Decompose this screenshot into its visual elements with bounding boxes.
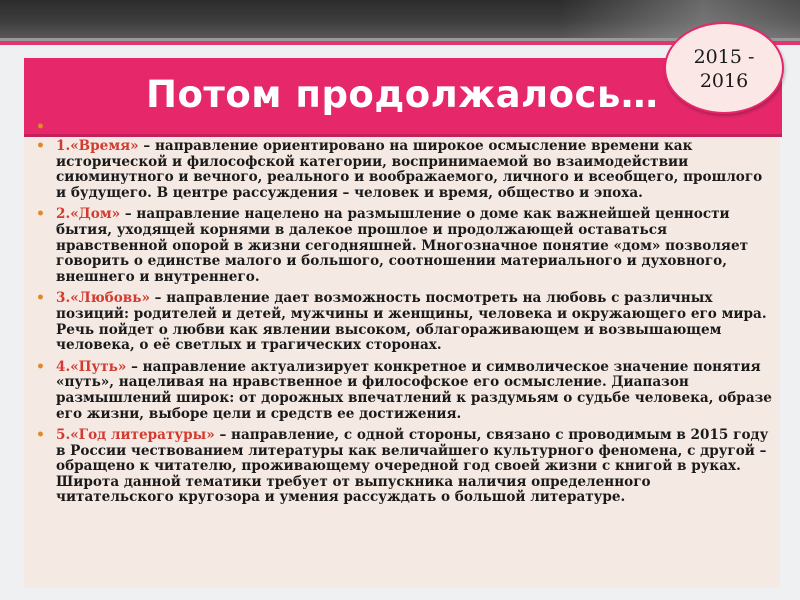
topic-heading: 5.«Год литературы» — [56, 427, 215, 444]
topic-text: – направление актуализирует конкретное и символическое значение понятия «путь», нацеливая на нравственное и философское его осмысление. Диапазон размышлений широк: от дорожных впечатлений к раздумьям о судьбе человека, образе его жизни, выборе цели и средств ее достижения. — [56, 358, 772, 422]
list-item-time — [24, 139, 772, 201]
list-item-love — [24, 291, 772, 353]
list-item-home — [24, 207, 772, 285]
bullet-icon: • — [36, 290, 45, 307]
year-badge — [664, 22, 784, 114]
topic-heading: 4.«Путь» — [56, 358, 127, 375]
bullet-icon: • — [36, 427, 45, 444]
list-item-empty — [24, 120, 772, 136]
bullet-icon: • — [36, 206, 45, 223]
topic-heading: 2.«Дом» — [56, 206, 121, 223]
band-highlight — [560, 0, 800, 38]
topic-heading: 3.«Любовь» — [56, 290, 150, 307]
topics-list — [24, 120, 772, 512]
topic-text: – направление нацелено на размышление о доме как важнейшей ценности бытия, уходящей корнями в далекое прошлое и продолжающей оставаться нравственной опорой в жизни сегодняшней. Многозначное понятие «дом» позволяет говорить о единстве малого и большого, соотношении материального и духовного, внешнего и внутреннего. — [56, 206, 749, 285]
bullet-icon: • — [36, 138, 45, 154]
slide-title: Потом продолжалось… — [146, 73, 659, 116]
topic-heading: 1.«Время» — [56, 138, 139, 154]
topic-text: – направление дает возможность посмотреть на любовь с различных позиций: родителей и детей, мужчины и женщины, человека и окружающего его мира. Речь пойдет о любви как явлении высоком, облагораживающем и возвышающем человека, о её светлых и трагических сторонах. — [56, 290, 767, 354]
topic-text: – направление ориентировано на широкое осмысление времени как исторической и философской категории, воспринимаемой во взаимодействии сиюминутного и вечного, реального и воображаемого, личного и всеобщего, прошлого и будущего. В центре рассуждения – человек и время, общество и эпоха. — [56, 138, 763, 201]
bullet-icon: • — [36, 119, 45, 135]
list-item-path — [24, 360, 772, 422]
topic-text: – направление, с одной стороны, связано с проводимым в 2015 году в России чествованием литературы как величайшего культурного феномена, с другой – обращено к читателю, проживающему очередной год своей жизни с книгой в руках. Широта данной тематики требует от выпускника наличия определенного читательского кругозора и умения рассуждать о большой литературе. — [56, 427, 769, 506]
list-item-literature-year — [24, 428, 772, 506]
year-badge-text: 2015 - 2016 — [693, 46, 755, 92]
bullet-icon: • — [36, 358, 45, 375]
